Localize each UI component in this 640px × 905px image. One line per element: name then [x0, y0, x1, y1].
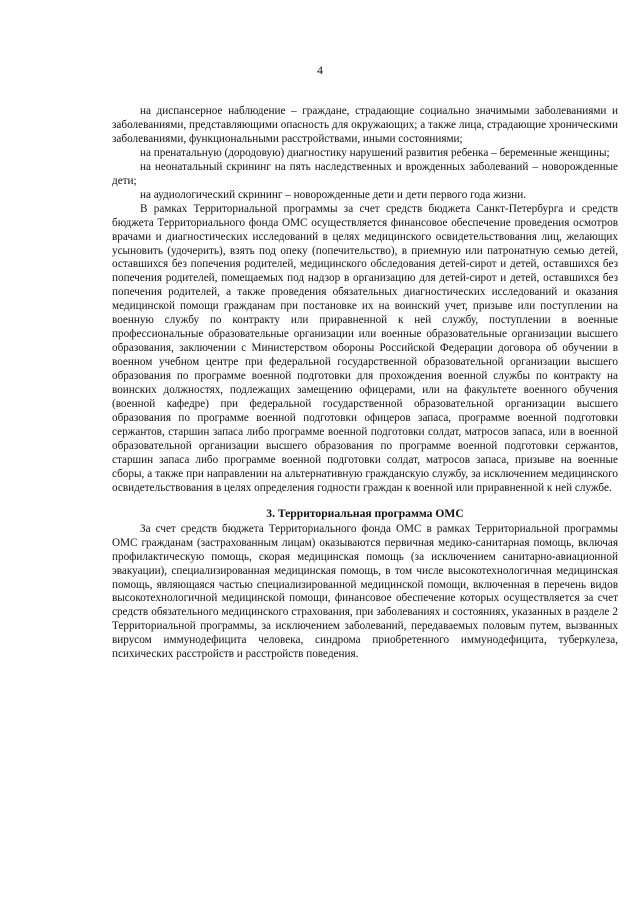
paragraph-neonatal: на неонатальный скрининг на пять наследственных и врожденных заболеваний – новорожденные дети;	[112, 160, 618, 187]
paragraph-territorial-funding: В рамках Территориальной программы за счет средств бюджета Санкт-Петербурга и средств бюджета Территориального фонда ОМС осуществляется финансовое обеспечение проведения осмотров врачами и диагностических исследований в целях медицинского освидетельствования лиц, желающих усыновить (удочерить), взять под опеку (попечительство), в приемную или патронатную семью детей, оставшихся без попечения родителей, медицинского обследования детей-сирот и детей, оставшихся без попечения родителей, помещаемых под надзор в организацию для детей-сирот и детей, оставшихся без попечения родителей, а также проведения обязательных диагностических исследований и оказания медицинской помощи гражданам при постановке их на воинский учет, призыве или поступлении на военную службу по контракту или приравненной к ней службу, поступлении в военные профессиональные образовательные организации или военные образовательные организации высшего образования, заключении с Министерством обороны Российской Федерации договора об обучении в военном учебном центре при федеральной государственной образовательной организации высшего образования по программе военной подготовки для прохождения военной службы по контракту на воинских должностях, подлежащих замещению офицерами, или на факультете военного обучения (военной кафедре) при федеральной государственной образовательной организации высшего образования по программе военной подготовки офицеров запаса, программе военной подготовки сержантов, старшин запаса либо программе военной подготовки солдат, матросов запаса, или в военной образовательной организации высшего образования по программе военной подготовки сержантов, старшин запаса либо программе военной подготовки солдат, матросов запаса, призыве на военные сборы, а также при направлении на альтернативную гражданскую службу, за исключением медицинского освидетельствования в целях определения годности граждан к военной или приравненной к ней службе.	[112, 202, 618, 494]
document-body	[112, 105, 618, 662]
section-heading: 3. Территориальная программа ОМС	[266, 506, 464, 520]
paragraph-oms-program: За счет средств бюджета Территориального фонда ОМС в рамках Территориальной программы ОМС гражданам (застрахованным лицам) оказываются первичная медико-санитарная помощь, включая профилактическую помощь, скорая медицинская помощь (за исключением санитарно-авиационной эвакуации), специализированная медицинская помощь, в том числе высокотехнологичная медицинская помощь, являющаяся частью специализированной медицинской помощи, включенная в перечень видов высокотехнологичной медицинской помощи, финансовое обеспечение которых осуществляется за счет средств обязательного медицинского страхования, при заболеваниях и состояниях, указанных в разделе 2 Территориальной программы, за исключением заболеваний, передаваемых половым путем, вызванных вирусом иммунодефицита человека, синдрома приобретенного иммунодефицита, туберкулеза, психических расстройств и расстройств поведения.	[112, 522, 618, 661]
paragraph-dispensary: на диспансерное наблюдение – граждане, страдающие социально значимыми заболеваниями и заболеваниями, представляющими опасность для окружающих; а также лица, страдающие хроническими заболеваниями, функциональными расстройствами, иными состояниями;	[112, 105, 618, 145]
paragraph-audiological: на аудиологический скрининг – новорожденные дети и дети первого года жизни.	[140, 188, 527, 201]
paragraph-prenatal: на пренатальную (дородовую) диагностику нарушений развития ребенка – беременные женщины;	[140, 146, 610, 159]
page-number: 4	[317, 63, 323, 77]
